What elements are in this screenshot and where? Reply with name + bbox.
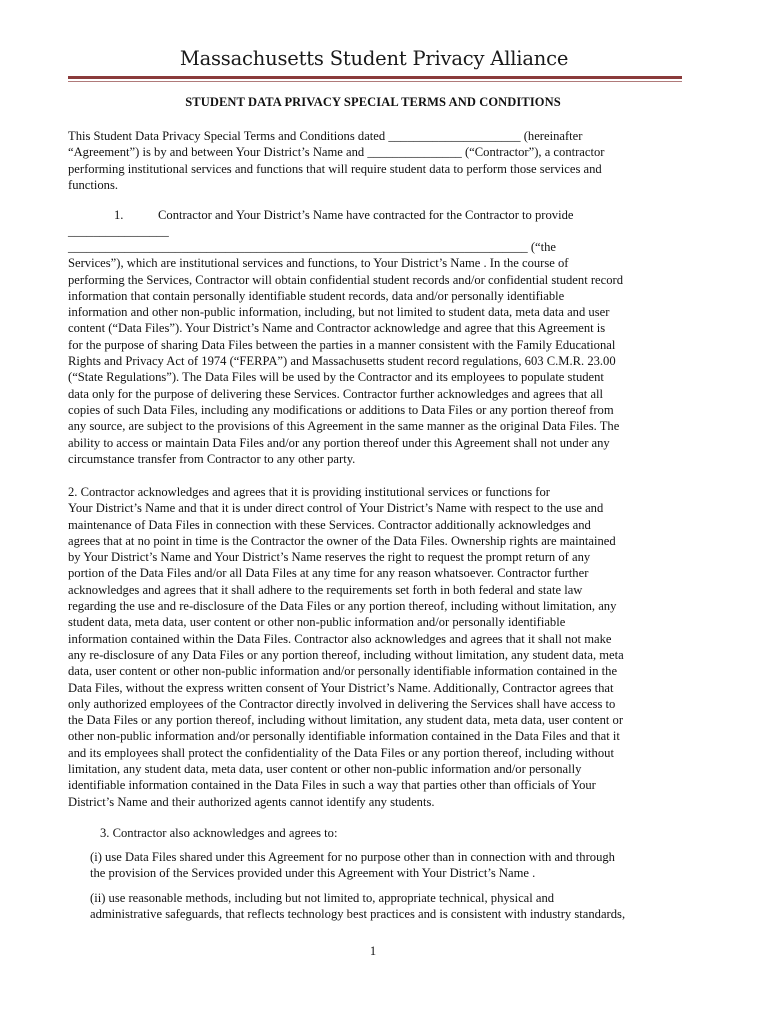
intro-paragraph: This Student Data Privacy Special Terms and Conditions dated _____________________ (hereinafter “Agreement”) is by and between Your District’s Name and _______________ (“Contractor”), a contractor performing institutional services and functions that will require student data to perform those services and functions.	[68, 129, 605, 192]
section-3-item-i: (i) use Data Files shared under this Agreement for no purpose other than in connection with and through the provision of the Services provided under this Agreement with Your District’s Name .	[90, 850, 615, 881]
document-title: STUDENT DATA PRIVACY SPECIAL TERMS AND CONDITIONS	[185, 95, 561, 109]
section-2-paragraph: 2. Contractor acknowledges and agrees that it is providing institutional services or functions for Your District’s Name and that it is under direct control of Your District’s Name with respect to the use and maintenance of Data Files in connection with these Services. Contractor additionally acknowledges and agrees that at no point in time is the Contractor the owner of the Data Files. Ownership rights are maintained by Your District’s Name and Your District’s Name reserves the right to request the prompt return of any portion of the Data Files and/or all Data Files at any time for any reason whatsoever. Contractor further acknowledges and agrees that it shall adhere to the requirements set forth in both federal and state law regarding the use and re-disclosure of the Data Files or any portion thereof, including without limitation, any student data, meta data, user content or other non-public information and/or personally identifiable information contained within the Data Files. Contractor also acknowledges and agrees that it shall not make any re-disclosure of any Data Files or any portion thereof, including without limitation, any student data, meta data, user content or other non-public information and/or personally identifiable information contained in the Data Files, without the express written consent of Your District’s Name. Additionally, Contractor agrees that only authorized employees of the Contractor directly involved in delivering the Services shall have access to the Data Files or any portion thereof, including without limitation, any student data, meta data, user content or other non-public information and/or personally identifiable information contained in the Data Files and that it and its employees shall protect the confidentiality of the Data Files or any portion thereof, including without limitation, any student data, meta data, user content or other non-public information and/or personally identifiable information contained in the Data Files in such a way that parties other than officials of Your District’s Name and their authorized agents cannot identify any students.	[68, 485, 624, 809]
section-3-item-ii: (ii) use reasonable methods, including but not limited to, appropriate technical, physical and administrative safeguards, that reflects technology best practices and is consistent with industry standards,	[90, 891, 626, 922]
section-1-blank-line: ________________	[68, 224, 169, 238]
section-1-lead	[114, 207, 674, 223]
header-rule-thick	[68, 76, 682, 79]
section-1-body: _________________________________________________________________________ (“the Services”), which are institutional services and functions, to Your District’s Name . In the course of performing the Services, Contractor will obtain confidential student records and/or confidential student record information that contain personally identifiable student records, data and/or personally identifiable information and other non-public information, including, but not limited to student data, meta data and user content (“Data Files”). Your District’s Name and Contractor acknowledge and agree that this Agreement is for the purpose of sharing Data Files between the parties in a manner consistent with the Family Educational Rights and Privacy Act of 1974 (“FERPA”) and Massachusetts student record regulations, 603 C.M.R. 23.00 (“State Regulations”). The Data Files will be used by the Contractor and its employees to populate student data only for the purpose of delivering these Services. Contractor further acknowledges and agrees that all copies of such Data Files, including any modifications or additions to Data Files or any portion thereof from any source, are subject to the provisions of this Agreement in the same manner as the original Data Files. The ability to access or maintain Data Files and/or any portion thereof under this Agreement shall not under any circumstance transfer from Contractor to any other party.	[68, 240, 624, 466]
page-number: 1	[369, 944, 377, 958]
section-1-number: 1.	[114, 208, 124, 222]
page-header-title: Massachusetts Student Privacy Alliance	[179, 47, 569, 70]
header-rule-thin	[68, 81, 682, 82]
section-1-lead-text: Contractor and Your District’s Name have contracted for the Contractor to provide	[158, 208, 574, 222]
section-3-lead: 3. Contractor also acknowledges and agrees to:	[100, 826, 338, 840]
